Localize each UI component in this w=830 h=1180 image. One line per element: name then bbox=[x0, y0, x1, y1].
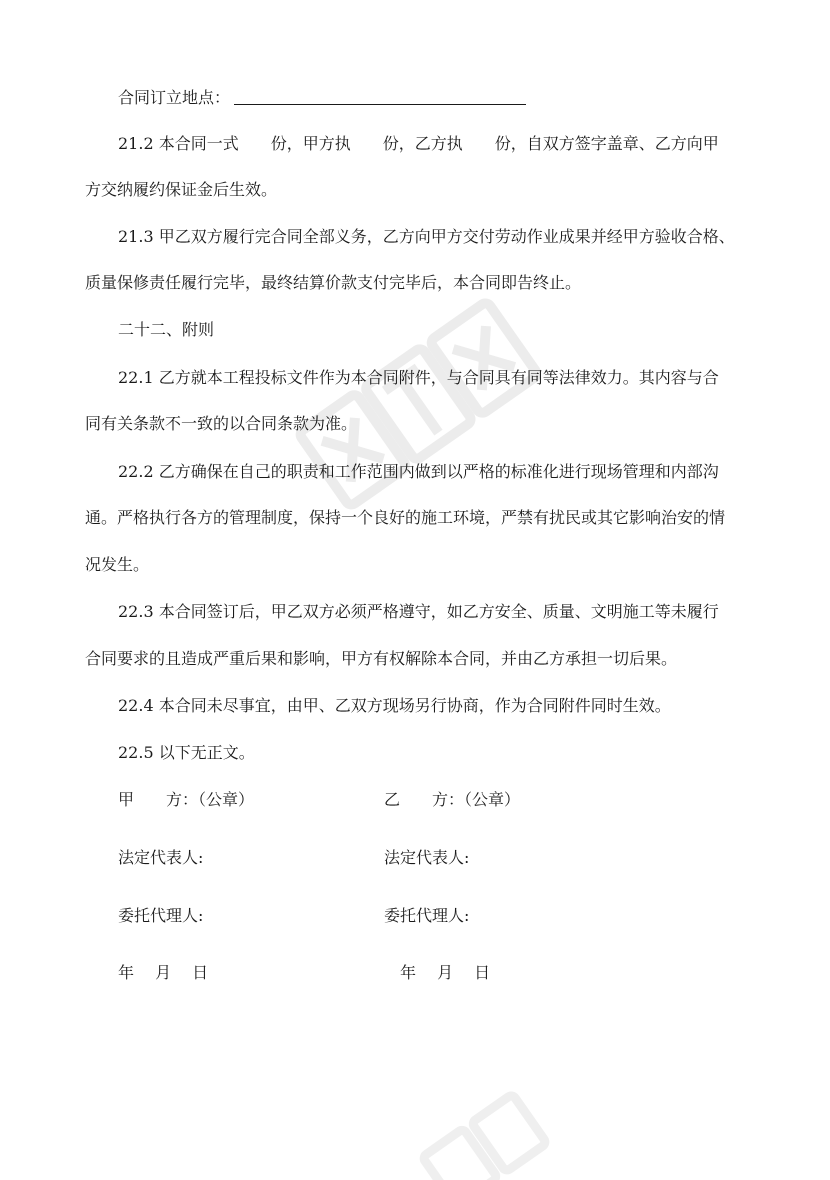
clause-22-1-line-2: 同有关条款不一致的以合同条款为准。 bbox=[85, 414, 358, 433]
party-b-label: 乙 方：（公章） bbox=[384, 790, 521, 809]
party-a-legal-rep: 法定代表人: bbox=[118, 848, 204, 867]
clause-22-2-line-2: 通。严格执行各方的管理制度，保持一个良好的施工环境，严禁有扰民或其它影响治安的情 bbox=[85, 508, 726, 527]
section-22-title: 二十二、附则 bbox=[118, 320, 215, 339]
clause-22-1-line-1: 22.1 乙方就本工程投标文件作为本合同附件，与合同具有同等法律效力。其内容与合 bbox=[118, 368, 719, 387]
signing-place-line bbox=[118, 86, 526, 108]
clause-22-3-line-1: 22.3 本合同签订后，甲乙双方必须严格遵守，如乙方安全、质量、文明施工等未履行 bbox=[118, 602, 719, 621]
clause-21-3-line-2: 质量保修责任履行完毕，最终结算价款支付完毕后，本合同即告终止。 bbox=[85, 273, 582, 292]
clause-21-2-part-4: 份，自双方签字盖章、乙方向甲 bbox=[494, 134, 719, 153]
clause-21-2-part-3: 份，乙方执 bbox=[382, 134, 463, 153]
clause-22-2-line-3: 况发生。 bbox=[85, 555, 150, 574]
clause-21-2-line-2: 方交纳履约保证金后生效。 bbox=[85, 180, 278, 199]
signing-place-label: 合同订立地点： bbox=[118, 88, 231, 107]
party-a-label: 甲 方：（公章） bbox=[118, 790, 255, 809]
party-a-date: 年 月 日 bbox=[118, 963, 209, 982]
party-b-date: 年 月 日 bbox=[400, 963, 491, 982]
watermark-logo-bottom bbox=[380, 1090, 580, 1180]
signing-place-blank bbox=[234, 86, 526, 105]
clause-22-5: 22.5 以下无正文。 bbox=[118, 743, 255, 762]
clause-21-2-line-1 bbox=[118, 134, 719, 154]
clause-21-3-line-1: 21.3 甲乙双方履行完合同全部义务，乙方向甲方交付劳动作业成果并经甲方验收合格、 bbox=[118, 227, 735, 246]
clause-21-2-part-1: 21.2 本合同一式 bbox=[118, 134, 239, 153]
clause-22-2-line-1: 22.2 乙方确保在自己的职责和工作范围内做到以严格的标准化进行现场管理和内部沟 bbox=[118, 462, 719, 481]
party-a-agent: 委托代理人: bbox=[118, 906, 204, 925]
clause-22-4: 22.4 本合同未尽事宜，由甲、乙双方现场另行协商，作为合同附件同时生效。 bbox=[118, 696, 671, 715]
clause-21-2-part-2: 份，甲方执 bbox=[270, 134, 351, 153]
party-b-agent: 委托代理人: bbox=[384, 906, 470, 925]
clause-22-3-line-2: 合同要求的且造成严重后果和影响，甲方有权解除本合同，并由乙方承担一切后果。 bbox=[85, 649, 678, 668]
party-b-legal-rep: 法定代表人: bbox=[384, 848, 470, 867]
